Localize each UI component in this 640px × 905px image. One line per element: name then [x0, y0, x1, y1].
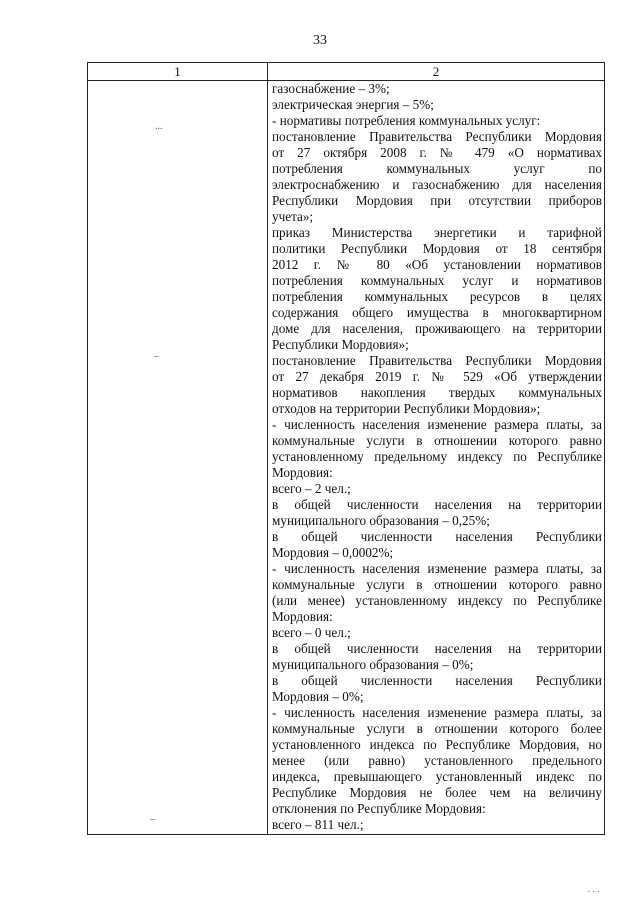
text-line: доме для населения, проживающего на территории: [272, 321, 602, 336]
text-line: постановление Правительства Республики Мордовия: [272, 353, 602, 368]
text-line: Республике Мордовия не более чем на величину: [272, 785, 602, 800]
column-divider: [267, 63, 268, 834]
text-line: всего – 0 чел.;: [272, 625, 351, 640]
text-line: потребления коммунальных ресурсов в целях: [272, 289, 602, 304]
text-line: Мордовия – 0,0002%;: [272, 545, 394, 560]
page-number: 33: [313, 33, 327, 48]
table-header-row: [88, 63, 604, 81]
text-line: всего – 2 чел.;: [272, 481, 351, 496]
footer-mark: . . .: [587, 884, 600, 895]
text-line: коммунальные услуги в отношении которого более: [272, 721, 602, 736]
text-line: всего – 811 чел.;: [272, 817, 364, 832]
text-line: нормативов накопления твердых коммунальных: [272, 385, 602, 400]
text-line: муниципального образования – 0%;: [272, 657, 474, 672]
text-line: отходов на территории Республики Мордовия»;: [272, 401, 541, 416]
text-line: - численность населения изменение размера платы, за: [272, 417, 602, 432]
document-table: [87, 62, 605, 835]
text-line: учета»;: [272, 209, 314, 224]
text-line: Мордовия:: [272, 465, 333, 480]
text-line: газоснабжение – 3%;: [272, 81, 390, 96]
text-line: установленному предельному индексу по Республике: [272, 449, 602, 464]
text-line: в общей численности населения Республики: [272, 673, 602, 688]
text-line: в общей численности населения Республики: [272, 529, 602, 544]
text-line: Республики Мордовия при отсутствии приборов: [272, 193, 602, 208]
text-line: приказ Министерства энергетики и тарифной: [272, 225, 602, 240]
text-line: потребления коммунальных услуг по: [272, 161, 602, 176]
text-line: электроснабжению и газоснабжению для населения: [272, 177, 602, 192]
text-line: установленного индекса по Республике Мордовия, но: [272, 737, 602, 752]
text-line: в общей численности населения на территории: [272, 641, 602, 656]
text-line: Республики Мордовия»;: [272, 337, 409, 352]
text-line: от 27 октября 2008 г. № 479 «О нормативах: [272, 145, 602, 160]
text-line: содержания общего имущества в многоквартирном: [272, 305, 602, 320]
text-line: постановление Правительства Республики Мордовия: [272, 129, 602, 144]
column-header-2: 2: [432, 64, 440, 79]
text-line: от 27 декабря 2019 г. № 529 «Об утверждении: [272, 369, 602, 384]
column-header-1: 1: [174, 64, 181, 79]
text-line: - численность населения изменение размера платы, за: [272, 705, 602, 720]
text-line: индекса, превышающего установленный индекс по: [272, 769, 602, 784]
text-line: - численность населения изменение размера платы, за: [272, 561, 602, 576]
text-line: коммунальные услуги в отношении которого равно: [272, 577, 602, 592]
text-line: электрическая энергия – 5%;: [272, 97, 434, 112]
text-line: муниципального образования – 0,25%;: [272, 513, 490, 528]
text-line: политики Республики Мордовия от 18 сентября: [272, 241, 602, 256]
column-2-content: [272, 81, 602, 833]
margin-mark: –: [150, 814, 155, 825]
text-line: отклонения по Республике Мордовия:: [272, 801, 486, 816]
text-line: менее (или равно) установленного предельного: [272, 753, 602, 768]
margin-mark: ...: [155, 121, 163, 132]
text-line: в общей численности населения на территории: [272, 497, 602, 512]
text-line: 2012 г. № 80 «Об установлении нормативов: [272, 257, 602, 272]
text-line: потребления коммунальных услуг и нормативов: [272, 273, 602, 288]
text-line: Мордовия:: [272, 609, 333, 624]
text-line: (или менее) установленному индексу по Республике: [272, 593, 602, 608]
text-line: Мордовия – 0%;: [272, 689, 364, 704]
text-line: - нормативы потребления коммунальных услуг:: [272, 113, 541, 128]
margin-mark: –: [154, 351, 159, 362]
text-line: коммунальные услуги в отношении которого равно: [272, 433, 602, 448]
